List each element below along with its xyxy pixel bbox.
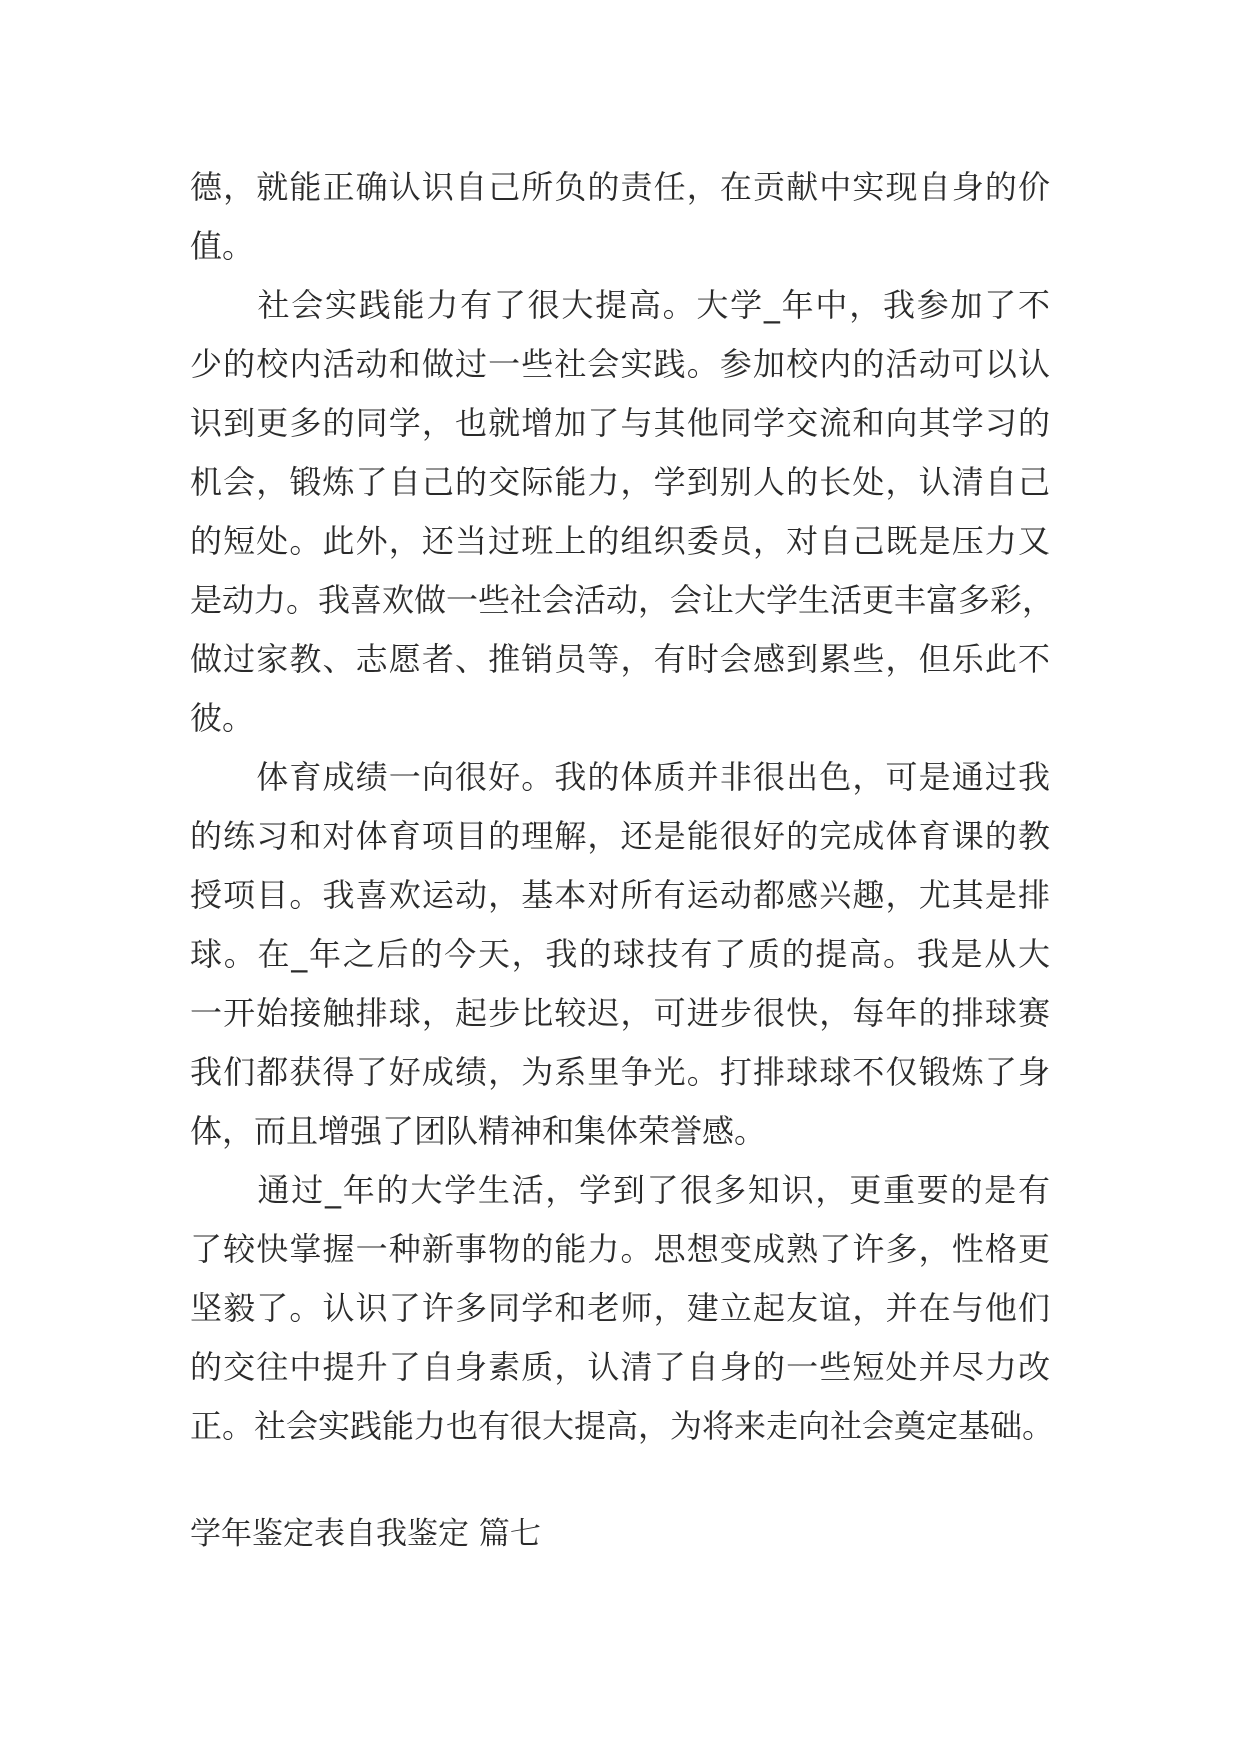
text-line: 坚毅了。认识了许多同学和老师，建立起友谊，并在与他们 bbox=[190, 1289, 1050, 1327]
text-line: 少的校内活动和做过一些社会实践。参加校内的活动可以认 bbox=[190, 345, 1050, 383]
text-line: 了较快掌握一种新事物的能力。思想变成熟了许多，性格更 bbox=[190, 1230, 1050, 1268]
paragraph-start-line: 通过_年的大学生活，学到了很多知识，更重要的是有 bbox=[190, 1171, 1050, 1209]
text-line: 一开始接触排球，起步比较迟，可进步很快，每年的排球赛 bbox=[190, 994, 1050, 1032]
text-line: 球。在_年之后的今天，我的球技有了质的提高。我是从大 bbox=[190, 935, 1050, 973]
text-line: 正。社会实践能力也有很大提高，为将来走向社会奠定基础。 bbox=[190, 1407, 1055, 1445]
paragraph-start-line: 社会实践能力有了很大提高。大学_年中，我参加了不 bbox=[190, 286, 1050, 324]
text-line: 德，就能正确认识自己所负的责任，在贡献中实现自身的价 bbox=[190, 168, 1050, 206]
text-line: 是动力。我喜欢做一些社会活动，会让大学生活更丰富多彩， bbox=[190, 581, 1055, 619]
text-line: 机会，锻炼了自己的交际能力，学到别人的长处，认清自己 bbox=[190, 463, 1050, 501]
text-line: 识到更多的同学，也就增加了与其他同学交流和向其学习的 bbox=[190, 404, 1050, 442]
text-line: 的练习和对体育项目的理解，还是能很好的完成体育课的教 bbox=[190, 817, 1050, 855]
text-line: 我们都获得了好成绩，为系里争光。打排球球不仅锻炼了身 bbox=[190, 1053, 1050, 1091]
text-line: 值。 bbox=[190, 227, 255, 265]
text-line: 的交往中提升了自身素质，认清了自身的一些短处并尽力改 bbox=[190, 1348, 1050, 1386]
text-line: 授项目。我喜欢运动，基本对所有运动都感兴趣，尤其是排 bbox=[190, 876, 1050, 914]
section-heading: 学年鉴定表自我鉴定 篇七 bbox=[190, 1516, 541, 1552]
text-line: 的短处。此外，还当过班上的组织委员，对自己既是压力又 bbox=[190, 522, 1050, 560]
text-line: 做过家教、志愿者、推销员等，有时会感到累些，但乐此不 bbox=[190, 640, 1050, 678]
text-line: 彼。 bbox=[190, 699, 255, 737]
paragraph-start-line: 体育成绩一向很好。我的体质并非很出色，可是通过我 bbox=[190, 758, 1050, 796]
body-text bbox=[190, 158, 1055, 1456]
text-line: 体，而且增强了团队精神和集体荣誉感。 bbox=[190, 1112, 767, 1150]
